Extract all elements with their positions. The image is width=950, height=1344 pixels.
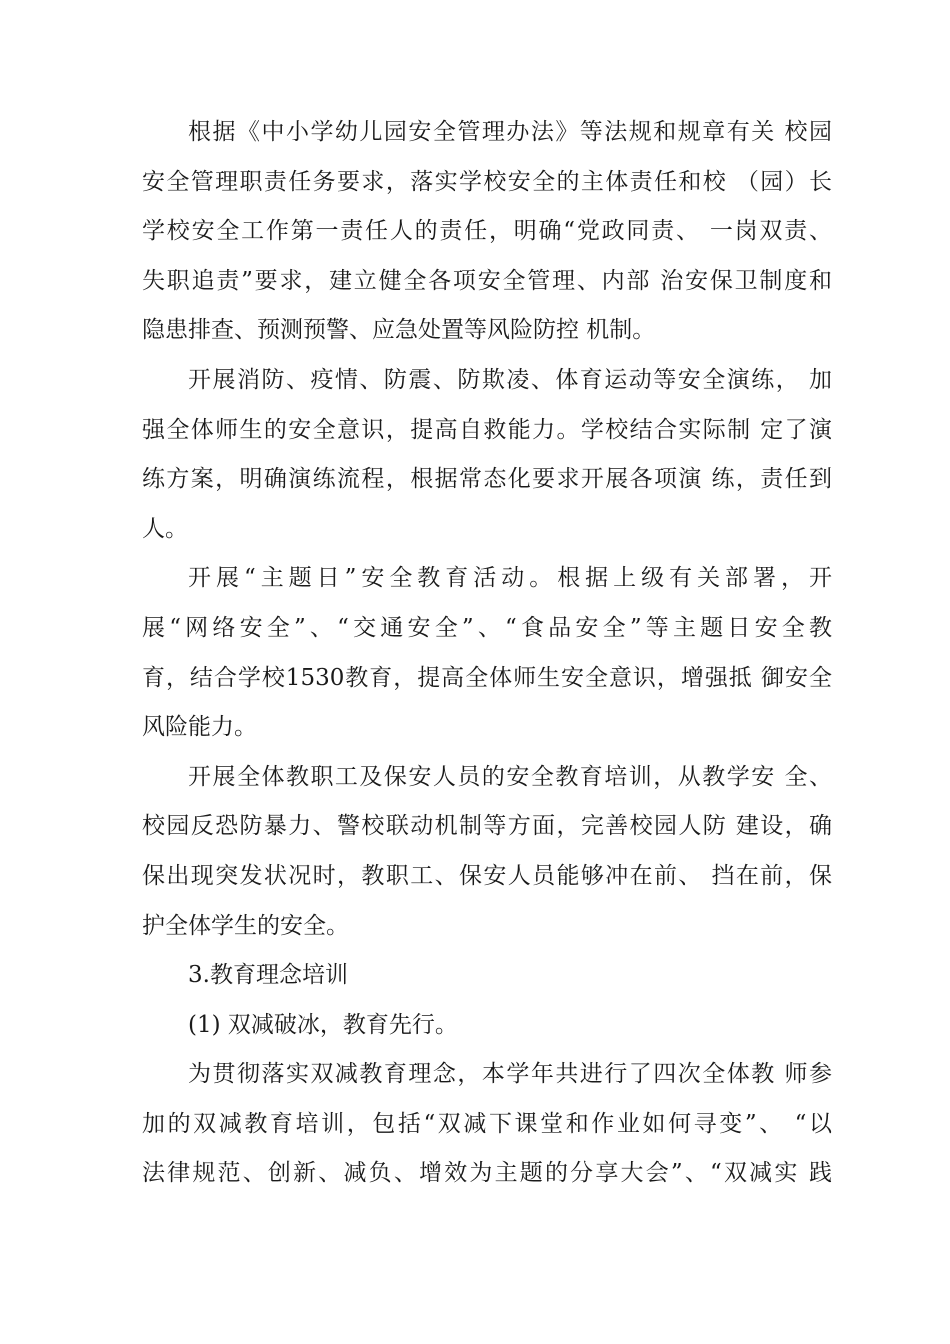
text-line: 根据《中小学幼儿园安全管理办法》等法规和规章有关 校园: [188, 119, 832, 145]
text-line: 校园反恐防暴力、警校联动机制等方面，完善校园人防 建设，确: [142, 813, 832, 840]
text-line: 安全管理职责任务要求，落实学校安全的主体责任和校 （园）长: [142, 168, 832, 195]
text-line: 加的双减教育培训，包括“双减下课堂和作业如何寻变”、 “以: [142, 1110, 832, 1137]
text-line: 法律规范、创新、减负、增效为主题的分享大会”、“双减实 践: [142, 1160, 832, 1187]
text-line: 育，结合学校1530教育，提高全体师生安全意识，增强抵 御安全: [142, 664, 832, 691]
text-line: (1) 双减破冰，教育先行。: [188, 1011, 458, 1038]
text-line: 隐患排查、预测预警、应急处置等风险防控 机制。: [142, 317, 656, 344]
text-line: 练方案，明确演练流程，根据常态化要求开展各项演 练，责任到: [142, 466, 832, 493]
text-line: 开展全体教职工及保安人员的安全教育培训，从教学安 全、: [188, 763, 832, 790]
text-line: 风险能力。: [142, 714, 257, 741]
text-line: 人。: [142, 515, 188, 542]
text-line: 学校安全工作第一责任人的责任，明确“党政同责、 一岗双责、: [142, 218, 832, 245]
text-line: 护全体学生的安全。: [142, 912, 349, 939]
text-line: 失职追责”要求，建立健全各项安全管理、内部 治安保卫制度和: [142, 267, 832, 294]
text-line: 展“网络安全”、“交通安全”、“食品安全”等主题日安全教: [142, 614, 832, 641]
text-line: 为贯彻落实双减教育理念，本学年共进行了四次全体教 师参: [188, 1061, 832, 1088]
text-line: 开展“主题日”安全教育活动。根据上级有关部署，开: [188, 565, 832, 592]
text-line: 强全体师生的安全意识，提高自救能力。学校结合实际制 定了演: [142, 416, 832, 443]
text-line: 3.教育理念培训: [188, 962, 348, 989]
text-line: 保出现突发状况时，教职工、保安人员能够冲在前、 挡在前，保: [142, 862, 832, 889]
text-line: 开展消防、疫情、防震、防欺凌、体育运动等安全演练， 加: [188, 366, 832, 393]
document-body: [142, 108, 832, 1199]
